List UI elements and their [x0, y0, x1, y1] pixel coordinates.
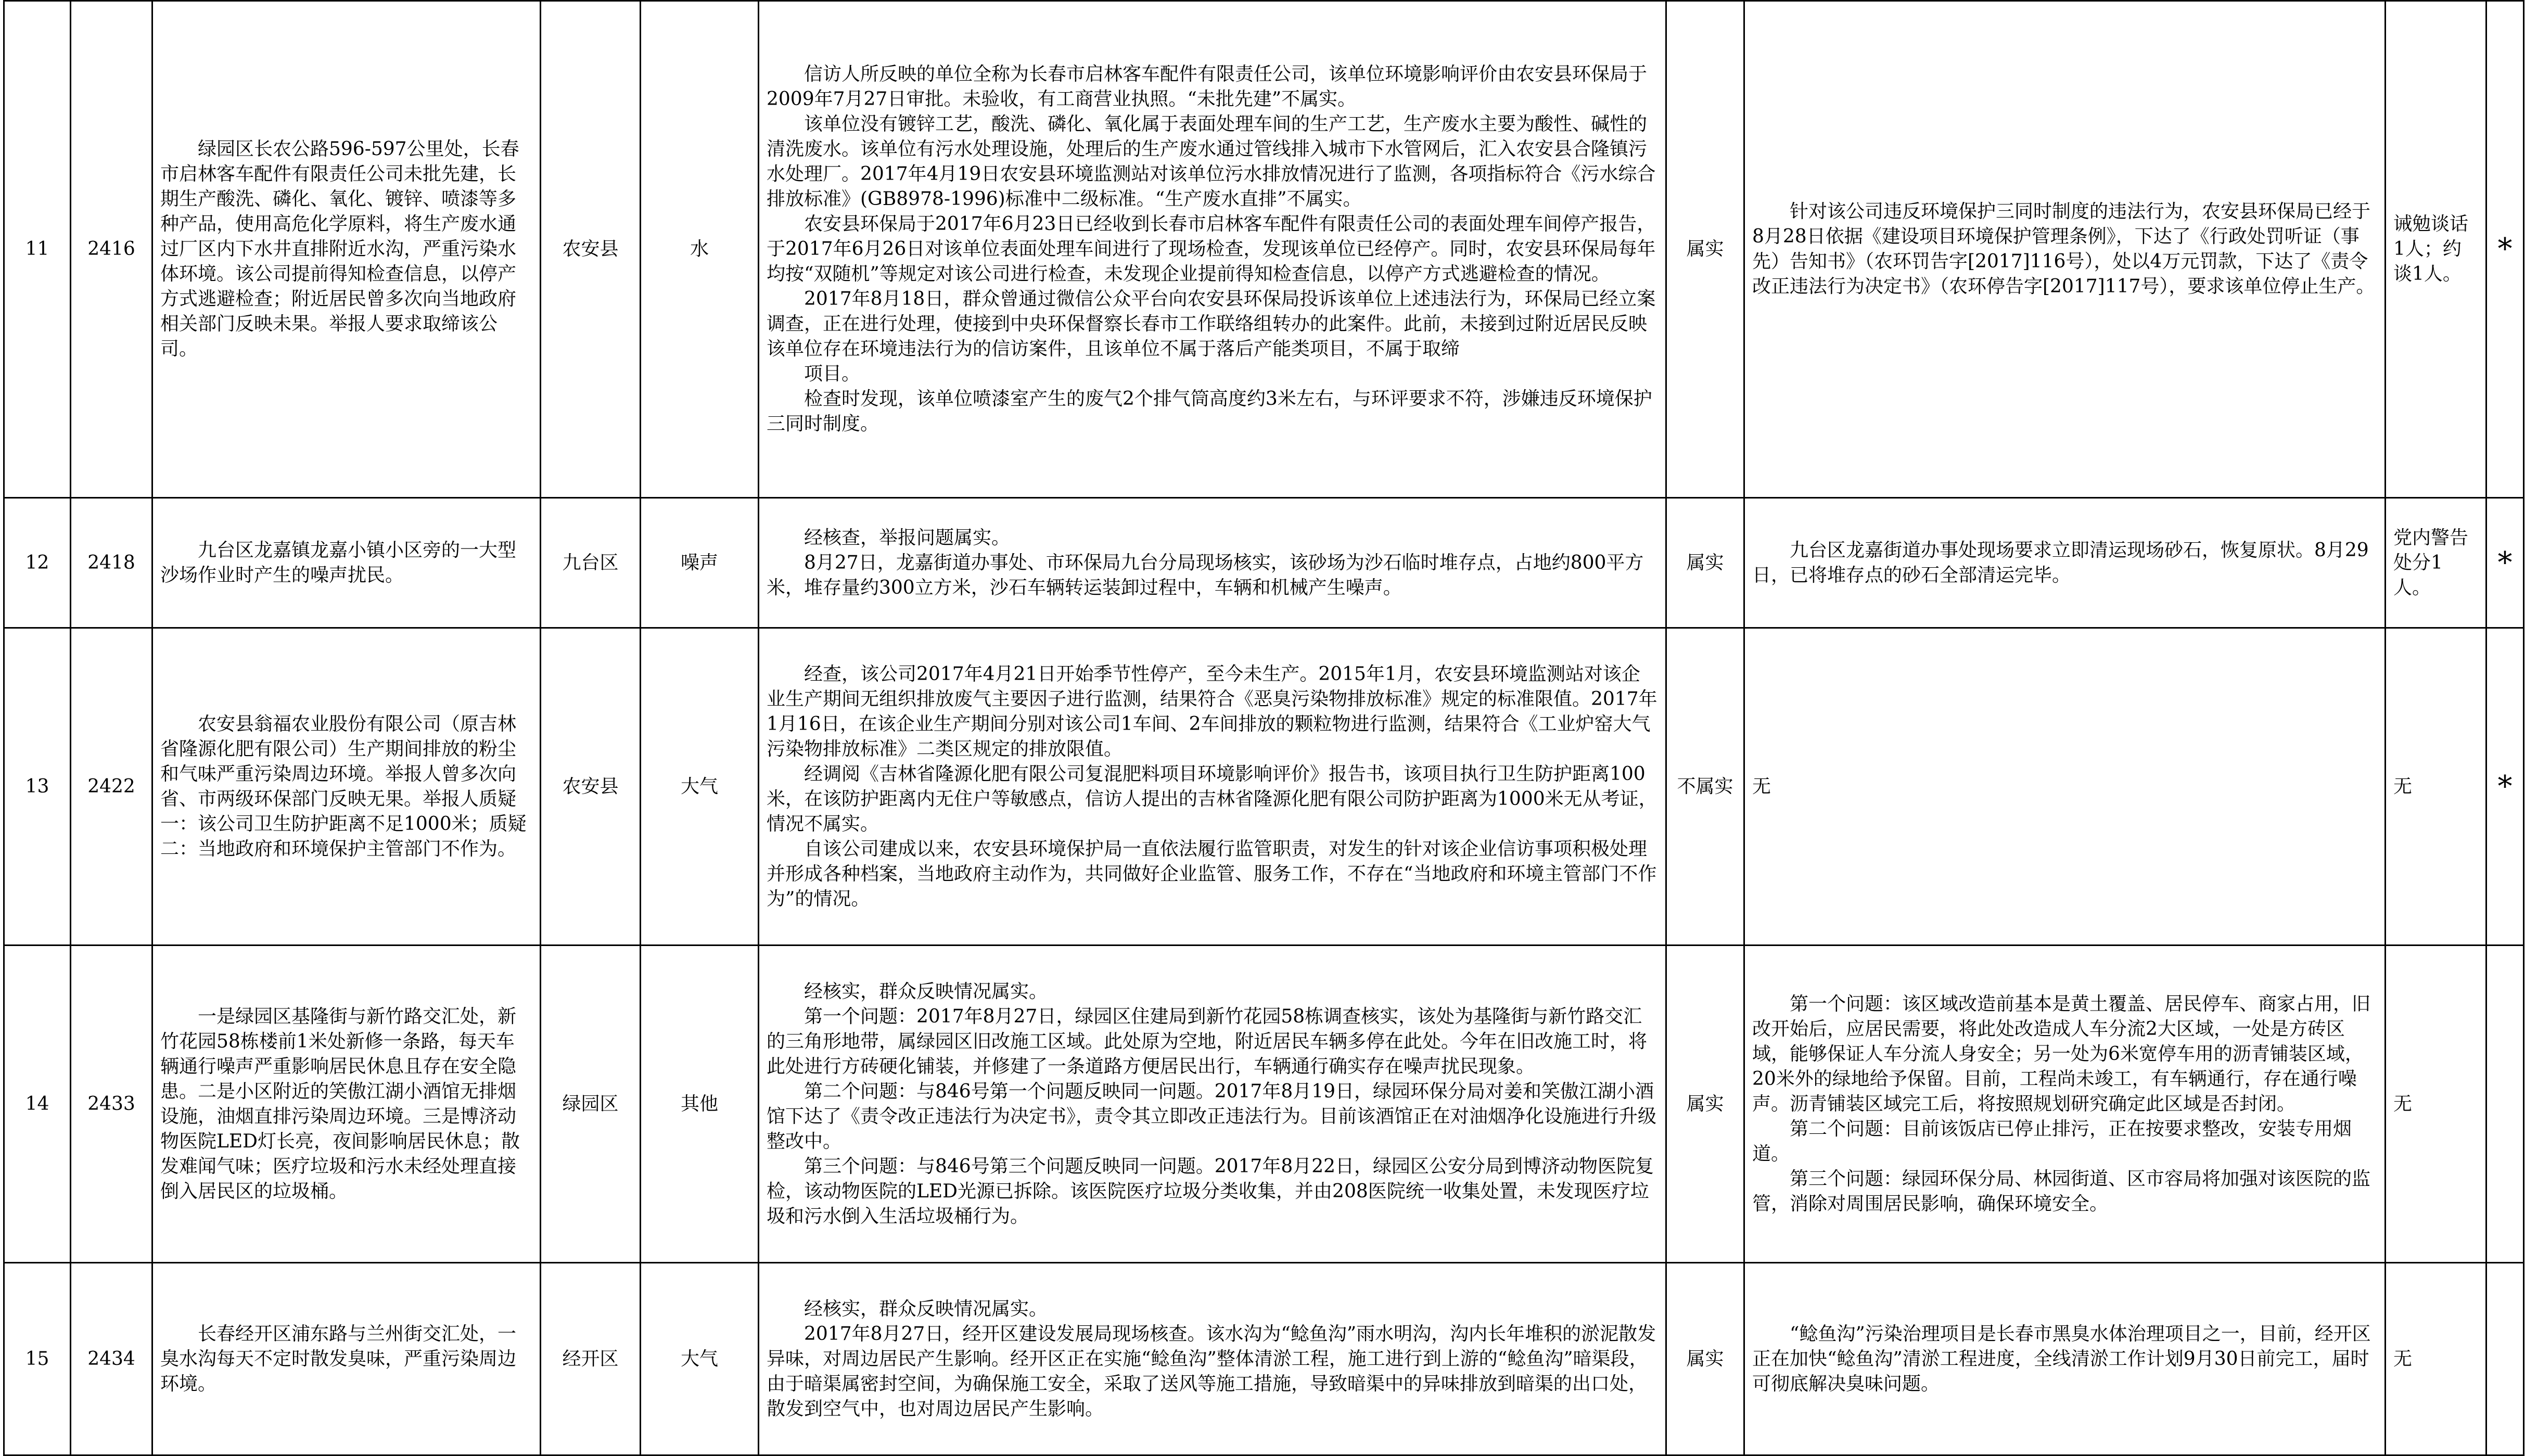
table-row	[4, 1, 2524, 498]
complaint-code: 2416	[71, 1, 152, 498]
complaint-content	[152, 946, 541, 1263]
complaint-text: 长春经开区浦东路与兰州街交汇处，一臭水沟每天不定时散发臭味，严重污染周边环境。	[160, 1323, 517, 1395]
table-row	[4, 1263, 2524, 1455]
handling-result	[1744, 1263, 2386, 1455]
district: 绿园区	[541, 946, 641, 1263]
mark: *	[2486, 498, 2524, 628]
investigation-result-paragraph: 信访人所反映的单位全称为长春市启林客车配件有限责任公司，该单位环境影响评价由农安县环保局于2009年7月27日审批。未验收，有工商营业执照。“未批先建”不属实。	[767, 63, 1648, 110]
verdict: 属实	[1666, 1, 1744, 498]
mark: *	[2486, 628, 2524, 946]
investigation-result-paragraph: 2017年8月18日，群众曾通过微信公众平台向农安县环保局投诉该单位上述违法行为，环保局已经立案调查，正在进行处理，使接到中央环保督察长春市工作联络组转办的此案件。此前，未接到过附近居民反映该单位存在环境违法行为的信访案件，且该单位不属于落后产能类项目，不属于取缔	[767, 288, 1656, 360]
investigation-result-paragraph: 经核实，群众反映情况属实。	[804, 1298, 1048, 1320]
complaint-content	[152, 1, 541, 498]
accountability: 无	[2386, 628, 2486, 946]
handling-result-paragraph: 针对该公司违反环境保护三同时制度的违法行为，农安县环保局已经于8月28日依据《建设项目环境保护管理条例》，下达了《行政处罚听证（事先）告知书》（农环罚告字[2017]116号），处以4万元罚款，下达了《责令改正违法行为决定书》（农环停告字[2017]117号），要求该单位停止生产。	[1752, 201, 2375, 297]
verdict: 不属实	[1666, 628, 1744, 946]
complaint-code: 2434	[71, 1263, 152, 1455]
investigation-result	[759, 1, 1666, 498]
accountability: 党内警告处分1人。	[2386, 498, 2486, 628]
complaint-text: 九台区龙嘉镇龙嘉小镇小区旁的一大型沙场作业时产生的噪声扰民。	[160, 539, 517, 586]
investigation-result-paragraph: 自该公司建成以来，农安县环境保护局一直依法履行监管职责，对发生的针对该企业信访事项积极处理并形成各种档案，当地政府主动作为，共同做好企业监管、服务工作，不存在“当地政府和环境主管部门不作为”的情况。	[767, 838, 1657, 910]
complaint-code: 2418	[71, 498, 152, 628]
pollution-category: 水	[641, 1, 759, 498]
verdict: 属实	[1666, 1263, 1744, 1455]
row-number: 13	[4, 628, 71, 946]
accountability: 无	[2386, 946, 2486, 1263]
complaint-text: 绿园区长农公路596-597公里处，长春市启林客车配件有限责任公司未批先建，长期生产酸洗、磷化、氧化、镀锌、喷漆等多种产品，使用高危化学原料，将生产废水通过厂区内下水井直排附近水沟，严重污染水体环境。该公司提前得知检查信息，以停产方式逃避检查；附近居民曾多次向当地政府相关部门反映未果。举报人要求取缔该公司。	[160, 138, 519, 360]
investigation-result-paragraph: 经核实，群众反映情况属实。	[804, 980, 1048, 1002]
complaint-report-table	[3, 0, 2524, 1456]
verdict: 属实	[1666, 498, 1744, 628]
pollution-category: 噪声	[641, 498, 759, 628]
row-number: 14	[4, 946, 71, 1263]
handling-result	[1744, 946, 2386, 1263]
district: 农安县	[541, 1, 641, 498]
handling-result-paragraph: 九台区龙嘉街道办事处现场要求立即清运现场砂石，恢复原状。8月29日，已将堆存点的砂石全部清运完毕。	[1752, 539, 2369, 586]
district: 农安县	[541, 628, 641, 946]
investigation-result-paragraph: 经核查，举报问题属实。	[804, 527, 1011, 548]
investigation-result	[759, 628, 1666, 946]
table-body	[4, 1, 2524, 1455]
investigation-result-paragraph: 第三个问题：与846号第三个问题反映同一问题。2017年8月22日，绿园区公安分局到博济动物医院复检，该动物医院的LED光源已拆除。该医院医疗垃圾分类收集，并由208医院统一收集处置，未发现医疗垃圾和污水倒入生活垃圾桶行为。	[767, 1155, 1654, 1227]
pollution-category: 大气	[641, 1263, 759, 1455]
complaint-text: 一是绿园区基隆街与新竹路交汇处，新竹花园58栋楼前1米处新修一条路，每天车辆通行噪声严重影响居民休息且存在安全隐患。二是小区附近的笑傲江湖小酒馆无排烟设施，油烟直排污染周边环境。三是博济动物医院LED灯长亮，夜间影响居民休息；散发难闻气味；医疗垃圾和污水未经处理直接倒入居民区的垃圾桶。	[160, 1005, 520, 1202]
accountability: 无	[2386, 1263, 2486, 1455]
investigation-result-paragraph: 2017年8月27日，经开区建设发展局现场核查。该水沟为“鲶鱼沟”雨水明沟，沟内长年堆积的淤泥散发异味，对周边居民产生影响。经开区正在实施“鲶鱼沟”整体清淤工程，施工进行到上游的“鲶鱼沟”暗渠段，由于暗渠属密封空间，为确保施工安全，采取了送风等施工措施，导致暗渠中的异味排放到暗渠的出口处，散发到空气中，也对周边居民产生影响。	[767, 1323, 1656, 1420]
pollution-category: 其他	[641, 946, 759, 1263]
district: 经开区	[541, 1263, 641, 1455]
complaint-content	[152, 628, 541, 946]
table-row	[4, 628, 2524, 946]
district: 九台区	[541, 498, 641, 628]
row-number: 11	[4, 1, 71, 498]
investigation-result-paragraph: 检查时发现，该单位喷漆室产生的废气2个排气筒高度约3米左右，与环评要求不符，涉嫌违反环境保护三同时制度。	[767, 388, 1652, 435]
handling-result-paragraph: “鲶鱼沟”污染治理项目是长春市黑臭水体治理项目之一，目前，经开区正在加快“鲶鱼沟”清淤工程进度，全线清淤工作计划9月30日前完工，届时可彻底解决臭味问题。	[1752, 1323, 2371, 1395]
handling-result-paragraph: 第三个问题：绿园环保分局、林园街道、区市容局将加强对该医院的监管，消除对周围居民影响，确保环境安全。	[1752, 1168, 2371, 1215]
mark	[2486, 1263, 2524, 1455]
row-number: 12	[4, 498, 71, 628]
handling-result-paragraph: 第二个问题：目前该饭店已停止排污，正在按要求整改，安装专用烟道。	[1752, 1118, 2352, 1165]
investigation-result-paragraph: 项目。	[804, 363, 861, 385]
pollution-category: 大气	[641, 628, 759, 946]
handling-result-paragraph: 第一个问题：该区域改造前基本是黄土覆盖、居民停车、商家占用，旧改开始后，应居民需要，将此处改造成人车分流2大区域，一处是方砖区域，能够保证人车分流人身安全；另一处为6米宽停车用的沥青铺装区域，20米外的绿地给予保留。目前，工程尚未竣工，有车辆通行，存在通行噪声。沥青铺装区域完工后，将按照规划研究确定此区域是否封闭。	[1752, 993, 2371, 1115]
investigation-result-paragraph: 经调阅《吉林省隆源化肥有限公司复混肥料项目环境影响评价》报告书，该项目执行卫生防护距离100米，在该防护距离内无住户等敏感点，信访人提出的吉林省隆源化肥有限公司防护距离为1000米无从考证，情况不属实。	[767, 763, 1657, 835]
complaint-text: 农安县翁福农业股份有限公司（原吉林省隆源化肥有限公司）生产期间排放的粉尘和气味严重污染周边环境。举报人曾多次向省、市两级环保部门反映无果。举报人质疑一：该公司卫生防护距离不足1000米；质疑二：当地政府和环境保护主管部门不作为。	[160, 713, 527, 860]
investigation-result-paragraph: 8月27日，龙嘉街道办事处、市环保局九台分局现场核实，该砂场为沙石临时堆存点，占地约800平方米，堆存量约300立方米，沙石车辆转运装卸过程中，车辆和机械产生噪声。	[767, 552, 1644, 598]
row-number: 15	[4, 1263, 71, 1455]
investigation-result-paragraph: 该单位没有镀锌工艺，酸洗、磷化、氧化属于表面处理车间的生产工艺，生产废水主要为酸性、碱性的清洗废水。该单位有污水处理设施，处理后的生产废水通过管线排入城市下水管网后，汇入农安县合隆镇污水处理厂。2017年4月19日农安县环境监测站对该单位污水排放情况进行了监测，各项指标符合《污水综合排放标准》(GB8978-1996)标准中二级标准。“生产废水直排”不属实。	[767, 113, 1656, 210]
investigation-result-paragraph: 第二个问题：与846号第一个问题反映同一问题。2017年8月19日，绿园环保分局对姜和笑傲江湖小酒馆下达了《责令改正违法行为决定书》，责令其立即改正违法行为。目前该酒馆正在对油烟净化设施进行升级整改中。	[767, 1080, 1657, 1152]
table-row	[4, 498, 2524, 628]
complaint-code: 2433	[71, 946, 152, 1263]
investigation-result-paragraph: 第一个问题：2017年8月27日，绿园区住建局到新竹花园58栋调查核实，该处为基隆街与新竹路交汇的三角形地带，属绿园区旧改施工区域。此处原为空地，附近居民车辆多停在此处。今年在旧改施工时，将此处进行方砖硬化铺装，并修建了一条道路方便居民出行，车辆通行确实存在噪声扰民现象。	[767, 1005, 1648, 1077]
table-row	[4, 946, 2524, 1263]
complaint-content	[152, 1263, 541, 1455]
mark: *	[2486, 1, 2524, 498]
handling-result-paragraph: 无	[1752, 775, 1771, 797]
investigation-result-paragraph: 经查，该公司2017年4月21日开始季节性停产，至今未生产。2015年1月，农安县环境监测站对该企业生产期间无组织排放废气主要因子进行监测，结果符合《恶臭污染物排放标准》规定的标准限值。2017年1月16日，在该企业生产期间分别对该公司1车间、2车间排放的颗粒物进行监测，结果符合《工业炉窑大气污染物排放标准》二类区规定的排放限值。	[767, 663, 1657, 760]
investigation-result-paragraph: 农安县环保局于2017年6月23日已经收到长春市启林客车配件有限责任公司的表面处理车间停产报告，于2017年6月26日对该单位表面处理车间进行了现场检查，发现该单位已经停产。同时，农安县环保局每年均按“双随机”等规定对该公司进行检查，未发现企业提前得知检查信息，以停产方式逃避检查的情况。	[767, 213, 1656, 285]
verdict: 属实	[1666, 946, 1744, 1263]
complaint-content	[152, 498, 541, 628]
handling-result	[1744, 628, 2386, 946]
handling-result	[1744, 498, 2386, 628]
handling-result	[1744, 1, 2386, 498]
mark	[2486, 946, 2524, 1263]
complaint-code: 2422	[71, 628, 152, 946]
investigation-result	[759, 498, 1666, 628]
investigation-result	[759, 946, 1666, 1263]
accountability: 诫勉谈话1人；约谈1人。	[2386, 1, 2486, 498]
investigation-result	[759, 1263, 1666, 1455]
